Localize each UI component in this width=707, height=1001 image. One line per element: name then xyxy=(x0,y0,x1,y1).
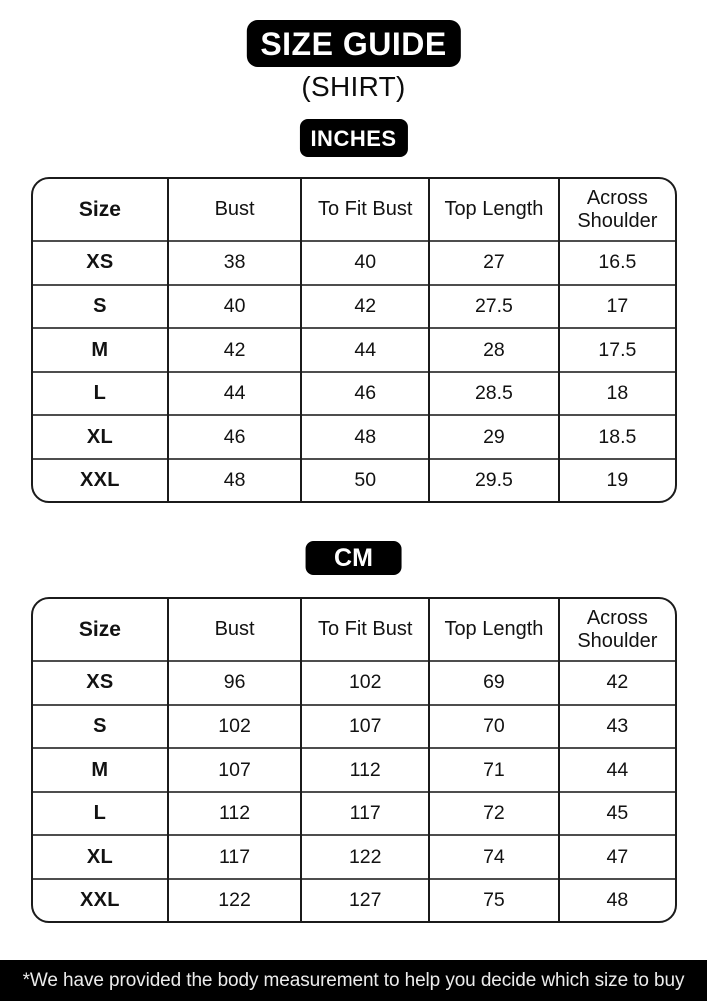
value-cell: 18.5 xyxy=(559,415,675,459)
value-cell: 46 xyxy=(168,415,302,459)
table-row xyxy=(33,415,675,459)
size-label-cell: XXL xyxy=(33,459,168,501)
header-cell-top-length: Top Length xyxy=(429,179,559,241)
table-row xyxy=(33,328,675,372)
value-cell: 17 xyxy=(559,285,675,329)
header-cell-top-length: Top Length xyxy=(429,599,559,661)
header-row xyxy=(33,179,675,241)
header-cell-across-shoulder: Across Shoulder xyxy=(559,599,675,661)
value-cell: 44 xyxy=(168,372,302,416)
value-cell: 71 xyxy=(429,748,559,792)
size-label-cell: L xyxy=(33,372,168,416)
table-row xyxy=(33,285,675,329)
header-cell-across-shoulder: Across Shoulder xyxy=(559,179,675,241)
value-cell: 16.5 xyxy=(559,241,675,285)
value-cell: 122 xyxy=(168,879,302,921)
shirt-subtitle: (SHIRT) xyxy=(301,71,406,102)
value-cell: 42 xyxy=(168,328,302,372)
value-cell: 29.5 xyxy=(429,459,559,501)
value-cell: 27.5 xyxy=(429,285,559,329)
table-row xyxy=(33,241,675,285)
value-cell: 45 xyxy=(559,792,675,836)
value-cell: 47 xyxy=(559,835,675,879)
value-cell: 117 xyxy=(168,835,302,879)
size-label-cell: XXL xyxy=(33,879,168,921)
header-cell-size: Size xyxy=(78,198,121,221)
cm-size-table xyxy=(31,597,677,923)
value-cell: 48 xyxy=(559,879,675,921)
size-label-cell: S xyxy=(33,705,168,749)
header-cell-to-fit-bust: To Fit Bust xyxy=(301,599,429,661)
header-cell-bust: Bust xyxy=(168,179,302,241)
value-cell: 48 xyxy=(168,459,302,501)
header-cell-bust: Bust xyxy=(168,599,302,661)
value-cell: 43 xyxy=(559,705,675,749)
value-cell: 107 xyxy=(301,705,429,749)
header-row xyxy=(33,599,675,661)
value-cell: 40 xyxy=(168,285,302,329)
size-label-cell: S xyxy=(33,285,168,329)
value-cell: 28 xyxy=(429,328,559,372)
value-cell: 38 xyxy=(168,241,302,285)
value-cell: 48 xyxy=(301,415,429,459)
value-cell: 112 xyxy=(301,748,429,792)
table-row xyxy=(33,459,675,501)
value-cell: 27 xyxy=(429,241,559,285)
value-cell: 102 xyxy=(168,705,302,749)
size-label-cell: XL xyxy=(33,835,168,879)
table-row xyxy=(33,835,675,879)
header-cell-to-fit-bust: To Fit Bust xyxy=(301,179,429,241)
value-cell: 127 xyxy=(301,879,429,921)
value-cell: 28.5 xyxy=(429,372,559,416)
table-row xyxy=(33,372,675,416)
value-cell: 72 xyxy=(429,792,559,836)
value-cell: 44 xyxy=(559,748,675,792)
value-cell: 19 xyxy=(559,459,675,501)
value-cell: 18 xyxy=(559,372,675,416)
size-label-cell: M xyxy=(33,328,168,372)
value-cell: 96 xyxy=(168,661,302,705)
size-label-cell: XS xyxy=(33,661,168,705)
value-cell: 122 xyxy=(301,835,429,879)
size-label-cell: M xyxy=(33,748,168,792)
value-cell: 70 xyxy=(429,705,559,749)
table-row xyxy=(33,879,675,921)
value-cell: 29 xyxy=(429,415,559,459)
value-cell: 42 xyxy=(301,285,429,329)
size-label-cell: XL xyxy=(33,415,168,459)
value-cell: 112 xyxy=(168,792,302,836)
table-row xyxy=(33,661,675,705)
size-label-cell: XS xyxy=(33,241,168,285)
cm-unit-badge: CM xyxy=(305,541,402,575)
inches-size-table xyxy=(31,177,677,503)
size-label-cell: L xyxy=(33,792,168,836)
inches-unit-badge: INCHES xyxy=(299,119,407,157)
value-cell: 75 xyxy=(429,879,559,921)
value-cell: 102 xyxy=(301,661,429,705)
value-cell: 117 xyxy=(301,792,429,836)
footnote-bar: *We have provided the body measurement to help you decide which size to buy xyxy=(0,960,707,1001)
value-cell: 42 xyxy=(559,661,675,705)
header-cell-size: Size xyxy=(78,618,121,641)
value-cell: 17.5 xyxy=(559,328,675,372)
value-cell: 44 xyxy=(301,328,429,372)
table-row xyxy=(33,705,675,749)
value-cell: 50 xyxy=(301,459,429,501)
size-guide-title-badge: SIZE GUIDE xyxy=(246,20,460,67)
value-cell: 74 xyxy=(429,835,559,879)
value-cell: 40 xyxy=(301,241,429,285)
value-cell: 69 xyxy=(429,661,559,705)
value-cell: 46 xyxy=(301,372,429,416)
table-row xyxy=(33,748,675,792)
value-cell: 107 xyxy=(168,748,302,792)
table-row xyxy=(33,792,675,836)
